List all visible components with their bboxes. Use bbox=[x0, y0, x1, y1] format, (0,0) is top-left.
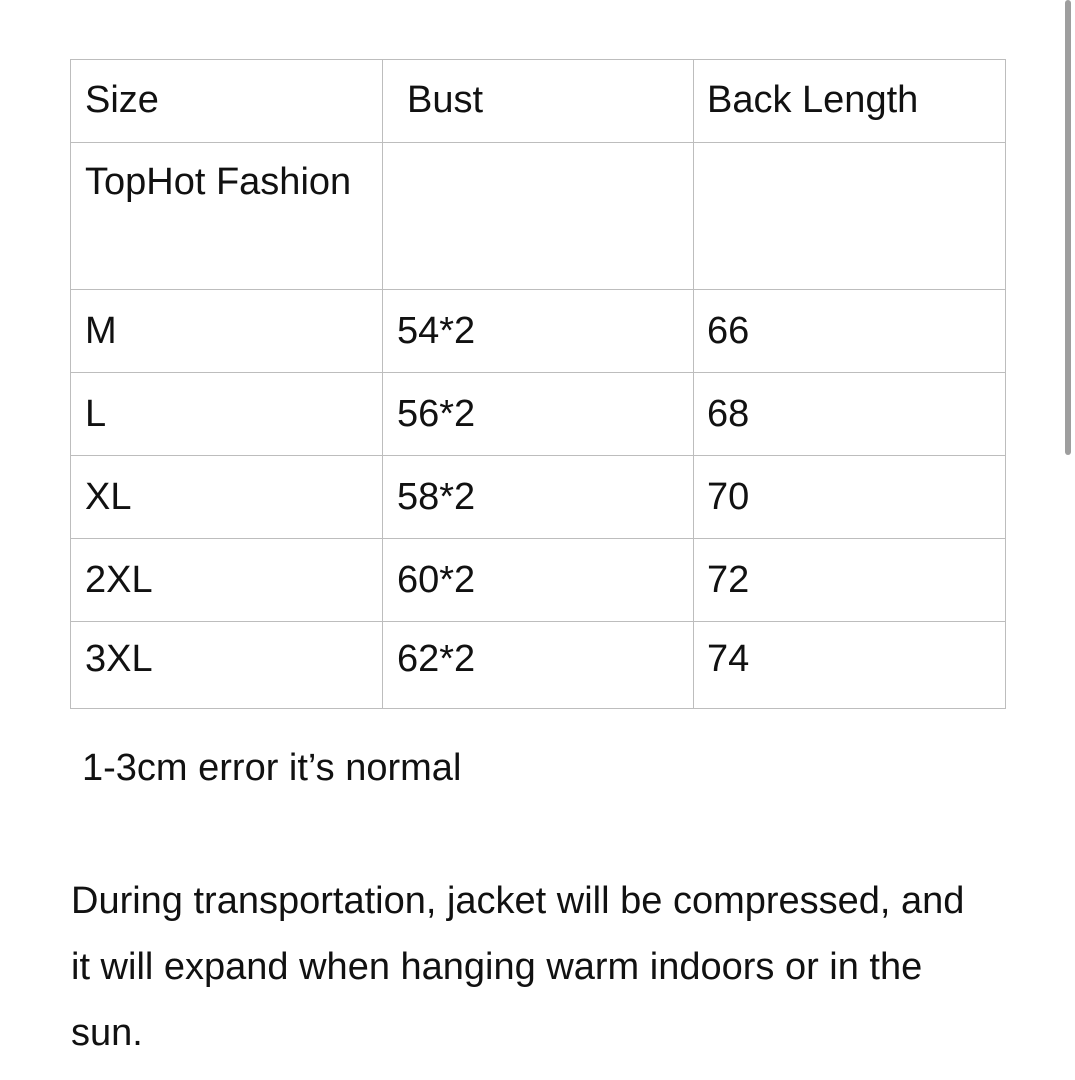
back-length-cell: 70 bbox=[694, 456, 1006, 539]
transport-notice-paragraph: During transportation, jacket will be compressed, and it will expand when hanging warm indoors or in the sun. bbox=[71, 880, 965, 1054]
size-cell: L bbox=[71, 373, 383, 456]
bust-cell: 62*2 bbox=[383, 622, 694, 709]
brand-empty-cell bbox=[694, 143, 1006, 290]
size-cell: 3XL bbox=[71, 622, 383, 709]
table-row bbox=[71, 539, 1006, 622]
back-length-cell: 72 bbox=[694, 539, 1006, 622]
size-cell: 2XL bbox=[71, 539, 383, 622]
bust-cell: 58*2 bbox=[383, 456, 694, 539]
brand-cell: TopHot Fashion bbox=[71, 143, 383, 290]
header-back-length: Back Length bbox=[694, 60, 1006, 143]
size-cell: XL bbox=[71, 456, 383, 539]
bust-cell: 60*2 bbox=[383, 539, 694, 622]
header-bust: Bust bbox=[383, 60, 694, 143]
measurement-error-note: 1-3cm error it’s normal bbox=[82, 747, 462, 789]
table-row bbox=[71, 373, 1006, 456]
bust-cell: 54*2 bbox=[383, 290, 694, 373]
back-length-cell: 74 bbox=[694, 622, 1006, 709]
vertical-scrollbar[interactable] bbox=[1065, 0, 1071, 455]
brand-empty-cell bbox=[383, 143, 694, 290]
table-header-row bbox=[71, 60, 1006, 143]
header-size: Size bbox=[71, 60, 383, 143]
table-row bbox=[71, 622, 1006, 709]
bust-cell: 56*2 bbox=[383, 373, 694, 456]
back-length-cell: 68 bbox=[694, 373, 1006, 456]
table-row bbox=[71, 456, 1006, 539]
table-row bbox=[71, 290, 1006, 373]
back-length-cell: 66 bbox=[694, 290, 1006, 373]
table-brand-row bbox=[71, 143, 1006, 290]
size-chart-table bbox=[70, 59, 1006, 709]
size-cell: M bbox=[71, 290, 383, 373]
